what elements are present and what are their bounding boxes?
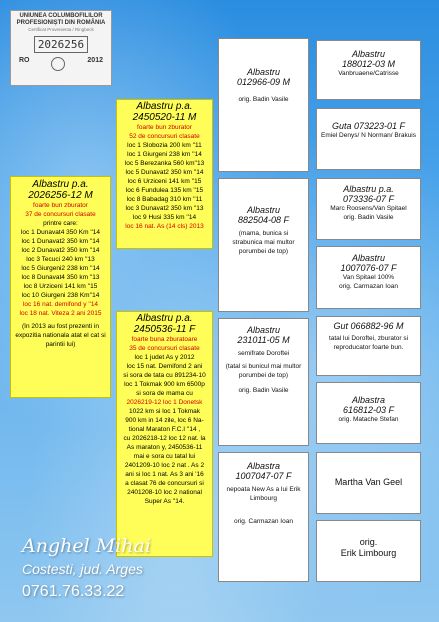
card-ring: 231011-05 M [237, 335, 290, 345]
dam-ring: 2450536-11 F [133, 324, 196, 335]
card-text: Marc Roosens/Van Spitael [330, 205, 407, 212]
stamp-org-line2: PROFESIONIȘTI DIN ROMÂNIA [16, 20, 106, 26]
dam-line: a clasat 76 de concursuri si [125, 480, 204, 487]
card-granddam-3 [316, 382, 421, 444]
main-result: loc 1 Dunavat2 350 km ''14 [21, 238, 100, 245]
dam-line: Super As ''14. [144, 498, 185, 505]
card-name: Erik Limbourg [340, 548, 397, 558]
card-ring: 012966-09 M [236, 77, 291, 87]
card-grandsire-2 [316, 178, 421, 240]
sire-box [116, 99, 213, 249]
card-orig: orig. [359, 537, 378, 547]
stamp-year: 2012 [87, 57, 103, 64]
card-orig: orig. Carmazan Ioan [339, 283, 398, 290]
card-dam-sire [218, 318, 309, 446]
sire-result: loc 3 Dunavat2 350 km ''13 [125, 205, 204, 212]
stamp-org-line1: UNIUNEA COLUMBOFILILOR [19, 13, 103, 19]
breeder-name: Anghel Mihai [22, 535, 151, 557]
stamp-country: RO [19, 57, 30, 64]
card-text2: (tatal si bunicul mai multor porumbei de top) [225, 363, 302, 379]
main-bird-desc2: 37 de concursuri clasate [25, 211, 96, 218]
dam-title: Albastru p.a. [136, 313, 193, 324]
card-text: Emiel Denys/ N Norman/ Brakuis [321, 132, 416, 139]
card-grandsire [316, 40, 421, 100]
dam-line: loc 15 nat. Demifond 2 ani [126, 363, 203, 370]
card-grandsire-4 [316, 452, 421, 514]
breeder-phone: 0761.76.33.22 [22, 583, 125, 600]
card-orig: orig. Matache Stefan [338, 416, 399, 423]
dam-desc1: foarte buna zburatoare [131, 336, 198, 343]
dam-line: loc 1 Tokmak 900 km 6500p [124, 381, 205, 388]
dam-line: 2401209-10 loc 2 nat . As 2 [124, 462, 205, 469]
main-result: loc 5 Giurgeni2 238 km ''14 [21, 265, 100, 272]
main-result: loc 8 Urziceni 141 km ''15 [23, 283, 98, 290]
dam-line: si sora de tata cu 891234-10 [123, 372, 206, 379]
dam-line: si sora de mama cu [136, 390, 193, 397]
stamp-sub-line: Certificat Provenienta / Ringbeck [28, 27, 94, 32]
main-result-red1: loc 16 nat. demifond y ''14 [22, 301, 99, 308]
sire-result: loc 1 Giurgeni 238 km ''14 [127, 151, 202, 158]
dam-line: loc 1 judet As y 2012 [134, 354, 195, 361]
dam-box [116, 311, 213, 557]
dam-line: 2401208-10 loc 2 national [127, 489, 202, 496]
main-bird-desc3: printre care: [43, 220, 78, 227]
main-bird-title: Albastru p.a. [32, 179, 89, 190]
sire-result: loc 9 Husi 335 km ''14 [132, 214, 197, 221]
card-name: Albastru [351, 49, 386, 59]
card-ring: 188012-03 M [341, 59, 396, 69]
card-granddam-2 [316, 246, 421, 309]
dam-line: 1022 km si loc 1 Tokmak [128, 408, 201, 415]
dam-line: tional Maraton F.C.I ''14 , [128, 426, 201, 433]
dam-line: 2026219-12 loc 1 Donetsk [126, 399, 203, 406]
breeder-location: Costesti, jud. Arges [22, 561, 143, 577]
sire-result-red: loc 16 nat. As (14 cls) 2013 [125, 223, 204, 230]
card-name: Albastru [246, 205, 281, 215]
card-name: Albastru [351, 253, 386, 263]
sire-title: Albastru p.a. [136, 101, 193, 112]
card-granddam-4 [316, 520, 421, 582]
card-orig: orig. Badin Vasile [238, 96, 289, 103]
card-name: Albastra [246, 461, 281, 471]
main-result: loc 1 Dunavat4 350 Km ''14 [20, 229, 101, 236]
sire-ring: 2450520-11 M [132, 112, 197, 123]
card-name: Martha Van Geel [334, 477, 403, 487]
main-result: loc 2 Dunavat2 350 km ''14 [21, 247, 100, 254]
main-bird-note: (în 2013 au fost prezenti in expozitia nationala atat el cat si parintii lui) [15, 323, 106, 348]
card-text: semifrate Doroftei [237, 350, 290, 357]
card-orig: orig. Carmazan Ioan [234, 518, 293, 525]
certificate-stamp [10, 10, 112, 86]
main-result: loc 8 Dunavat4 350 km ''13 [21, 274, 100, 281]
dam-desc2: 35 de concursuri clasate [129, 345, 200, 352]
card-sire-dam [218, 178, 309, 312]
card-name: Guta 073223-01 F [331, 121, 406, 131]
main-result: loc 3 Tecuci 240 km ''13 [26, 256, 95, 263]
dam-line: ani si loc 1 nat. As 3 ani '16 [125, 471, 204, 478]
seal-icon [51, 57, 65, 71]
main-bird-box [10, 176, 111, 398]
card-orig: orig. Badin Vasile [238, 387, 289, 394]
card-text: (mama, bunica si strabunica mai multor porumbei de top) [232, 230, 295, 255]
card-name: Albastra [351, 395, 386, 405]
card-orig: orig. Badin Vasile [343, 214, 394, 221]
sire-result: loc 6 Urziceni 141 km ''15 [127, 178, 202, 185]
card-sire-sire [218, 38, 309, 172]
dam-line: cu 2026218-12 loc 12 nat. la [123, 435, 206, 442]
card-text: nepoata New As a lui Erik Limbourg [226, 486, 301, 502]
sire-result: loc 6 Fundulea 135 km ''15 [125, 187, 204, 194]
card-ring: 1007076-07 F [340, 263, 397, 273]
stamp-bottom [13, 57, 109, 71]
card-text: Vanbruaene/Catrisse [338, 70, 399, 77]
stamp-code: 2026256 [34, 36, 88, 53]
sire-result: loc 5 Dunavat2 350 km ''14 [125, 169, 204, 176]
card-name: Albastru [246, 325, 281, 335]
card-dam-dam [218, 452, 309, 582]
card-text: tatal lui Doroftei, zburator si reproducator foarte bun. [328, 335, 409, 351]
dam-line: mai e sora cu tatal lui [133, 453, 196, 460]
dam-line: 900 km in 14 zile, loc 6 Na- [125, 417, 204, 424]
main-bird-desc1: foarte bun zburator [33, 202, 88, 209]
main-bird-ring: 2026256-12 M [28, 190, 93, 201]
sire-result: loc 1 Slobozia 200 km ''11 [127, 142, 202, 149]
card-ring: 073336-07 F [342, 194, 395, 204]
sire-result: loc 8 Babadag 310 km ''11 [126, 196, 203, 203]
card-ring: 882504-08 F [237, 215, 290, 225]
sire-desc2: 52 de concursuri clasate [129, 133, 200, 140]
main-result-red2: loc 18 nat. Viteza 2 ani 2015 [19, 310, 102, 317]
main-result: loc 10 Giurgeni 238 Km''14 [21, 292, 100, 299]
sire-desc1: foarte bun zburator [137, 124, 192, 131]
dam-line: As maraton y, 2450536-11 [126, 444, 203, 451]
card-name: Gut 066882-96 M [333, 321, 404, 331]
card-text: Van Spitael 100% [342, 274, 395, 281]
card-grandsire-3 [316, 316, 421, 376]
card-name: Albastru [246, 67, 281, 77]
card-granddam-1 [316, 108, 421, 170]
sire-result: loc 5 Berezanka 560 km''13 [124, 160, 205, 167]
card-ring: 1007047-07 F [235, 471, 292, 481]
card-ring: 616812-03 F [342, 405, 395, 415]
card-name: Albastru p.a. [343, 184, 394, 194]
